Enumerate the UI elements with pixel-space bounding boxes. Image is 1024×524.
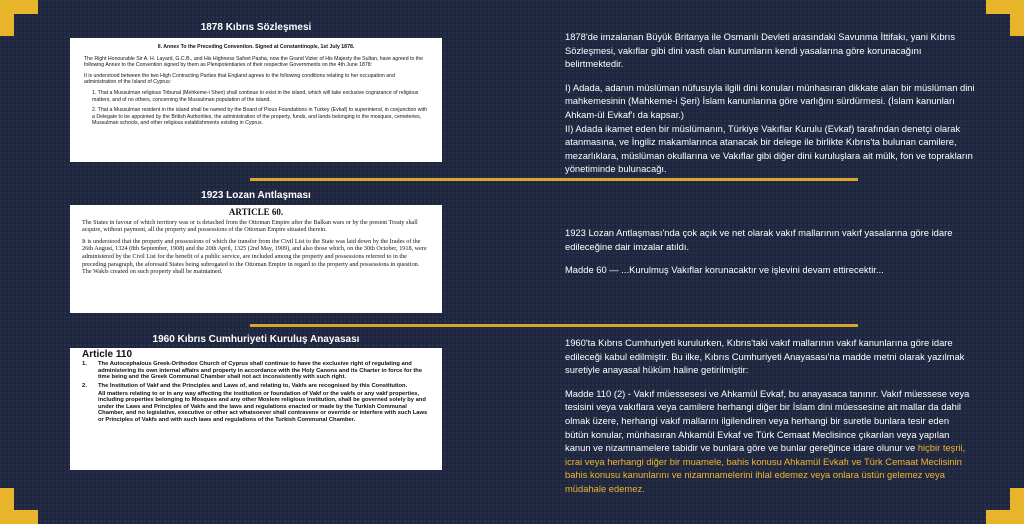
doc-item: 2. That a Mussulman resident in the island shall be named by the Board of Pious Foundations in Turkey (Evkaf) to superintend, in conjunction with a Delegate to be appointed by the British Authorities, the administration of the property, funds, and lands belonging to the mosques, cemeteries, Mussulman schools, and other religious establishments existing in Cyprus.: [92, 107, 427, 127]
doc-item-text-part: All matters relating to or in any way affecting the institution or foundation of Vakf or the vakfs or any vakf properties, including properties belonging to Mosques and any other Moslem religious institution, shall be governed solely by and under the Laws and Principles of Vakfs and the laws and regulations enacted or made by the Turkish Communal Chamber, and no legislative, executive or other act whatsoever shall contravene or override or interfere with such Laws or Principles of Vakfs and with such laws and regulations of the Turkish Communal Chamber.: [98, 391, 428, 423]
doc-paragraph: The Right Honourable Sir A. H. Layard, G.C.B., and His Highness Safvet Pasha, now the Grand Vizier of His Majesty the Sultan, have agreed to the following Annex to the Convention signed by them as Plenipotentiaries of their respective Governments on the 4th June 1878:: [84, 55, 423, 69]
text-paragraph: [565, 387, 975, 496]
doc-heading: ARTICLE 60.: [228, 207, 284, 217]
doc-item-text: The Autocephalous Greek-Orthodox Church of Cyprus shall continue to have the exclusive right of regulating and administering its own internal affairs and property in accordance with the Holy Canons and its Charter in force for the time being and the Greek Communal Chamber shall not act inconsistently with such right.: [98, 361, 423, 381]
text-paragraph: II) Adada ikamet eden bir müslümanın, Türkiye Vakıflar Kurulu (Evkaf) tarafından denetçi olarak atanmasına, ve İngiliz makamlarınca atanacak bir delege ile birlikte Kıbrıs'ta bulunan camilere, mezarlıklara, müslüman okullarına ve Vakıflar gibi diğer dini kuruluşlara ait mülk, fon ve toprakların yönetiminde bulunacağı.: [565, 122, 973, 175]
text-paragraph: 1878'de imzalanan Büyük Britanya ile Osmanlı Devleti arasındaki Savunma İttifakı, yani Kıbrıs Sözleşmesi, vakıflar gibi dini vasfı olan kurumların kendi yasalarına göre korunacağını belirtmektedir.: [565, 31, 956, 70]
section2-title: 1923 Lozan Antlaşması: [201, 190, 311, 201]
corner-accent-top-right: [1010, 0, 1024, 36]
corner-accent-bottom-left: [0, 488, 14, 524]
doc-item-number: 1.: [82, 361, 87, 368]
section2-description: [565, 226, 975, 284]
section1-description: [565, 30, 975, 183]
text-paragraph: 1923 Lozan Antlaşması'nda çok açık ve net olarak vakıf mallarının vakıf yasalarına göre idare edileceğine dair imzalar atıldı.: [565, 227, 953, 252]
section1-title: 1878 Kıbrıs Sözleşmesi: [200, 22, 312, 33]
doc-item: [82, 361, 430, 380]
doc-item-text: [98, 383, 430, 423]
doc-item: [82, 383, 430, 423]
text-paragraph: Madde 60 — ...Kurulmuş Vakıflar korunacaktır ve işlevini devam ettirecektir...: [565, 264, 884, 276]
section-divider: [250, 324, 858, 327]
section-divider: [250, 178, 858, 181]
text-paragraph: 1960'ta Kıbrıs Cumhuriyeti kurulurken, Kıbrıs'taki vakıf mallarının vakıf kanunlarına göre idare edileceği kabul edilmiştir. Bu ilke, Kıbrıs Cumhuriyeti Anayasası'na madde metni olarak yazılmak suretiyle anayasal hüküm haline getirilmiştir:: [565, 337, 965, 376]
document-1960-constitution: [70, 348, 442, 470]
document-1878-convention: [70, 38, 442, 162]
corner-accent-bottom-right: [1010, 488, 1024, 524]
doc-heading: Article 110: [82, 349, 133, 360]
text-paragraph: I) Adada, adanın müslüman nüfusuyla ilgili dini konuları münhasıran dikkate alan bir müslüman dini mahkemesinin (Mahkeme-i Şeri) İslam kanunlarına göre varlığını sürdürmesi. (İslam kanunları Ahkam-ül Evkaf'ı da kapsar.): [565, 81, 975, 120]
doc-item: 1. That a Mussulman religious Tribunal (Mehkeme-i Sheri) shall continue to exist in the island, which will take exclusive cognizance of religious matters, and of no others, concerning the Mussulman population of the island.: [92, 89, 419, 103]
section3-description: [565, 336, 975, 503]
doc-paragraph: It is understood that the property and possessions of which the transfer from the Civil List to the State was laid down by the Irades of the 26th August, 1324 (8th September, 1908) and the 20th April, 1325 (2nd May, 1909), and also those which, on the 30th October, 1918, were administered by the Civil List for the benefit of a public service, are included among the property and possessions referred to in the preceding paragraph, the aforesaid States being subrogated to the Ottoman Empire in regard to the property and possessions in question. The Wakfs created on such property shall be maintained.: [82, 237, 427, 276]
corner-accent-top-left: [0, 0, 14, 36]
doc-paragraph: It is understood between the two High Contracting Parties that England agrees to the following conditions relating to her occupation and administration of the Island of Cyprus:: [84, 72, 395, 86]
highlighted-text: hiçbir teşrii, icrai veya herhangi diğer bir muamele, bahis konusu Ahkamül Evkafı ve Türk Cemaat Meclisinin bahis konusu kanunlarını ve nizamnamelerini ihlal edemez veya onlara üstün gelemez veya müdahale edemez.: [565, 442, 966, 494]
doc-item-number: 2.: [82, 382, 87, 389]
doc-paragraph: The States in favour of which territory was or is detached from the Ottoman Empire after the Balkan wars or by the present Treaty shall acquire, without payment, all the property and possessions of the Ottoman Empire situated therein.: [82, 218, 418, 234]
doc-item-text-part: The Institution of Vakf and the Principles and Laws of, and relating to, Vakfs are recognised by this Constitution.: [98, 382, 408, 389]
section3-title: 1960 Kıbrıs Cumhuriyeti Kuruluş Anayasası: [152, 334, 360, 345]
document-lausanne-treaty: [70, 205, 442, 313]
doc-heading: II. Annex To the Preceding Convention. Signed at Constantinople, 1st July 1878.: [157, 44, 355, 50]
text-part: Madde 110 (2) - Vakıf müessesesi ve Ahkamül Evkaf, bu anayasaca tanınır. Vakıf müessese veya tesisini veya vakıflara veya camilere herhangi diğer bir İslam dini müessesine ait mallar da dahil olmak üzere, herhangi vakıf mallarını ilgilendiren veya herhangi bir suretle bunlara tesir eden bütün konular, münhasıran Ahkamül Evkaf ve Türk Cemaat Meclisince çıkarılan veya yapılan kanun ve nizamnamelere tabidir ve bunlara göre ve bunlar gereğince idare olunur ve: [565, 387, 970, 454]
